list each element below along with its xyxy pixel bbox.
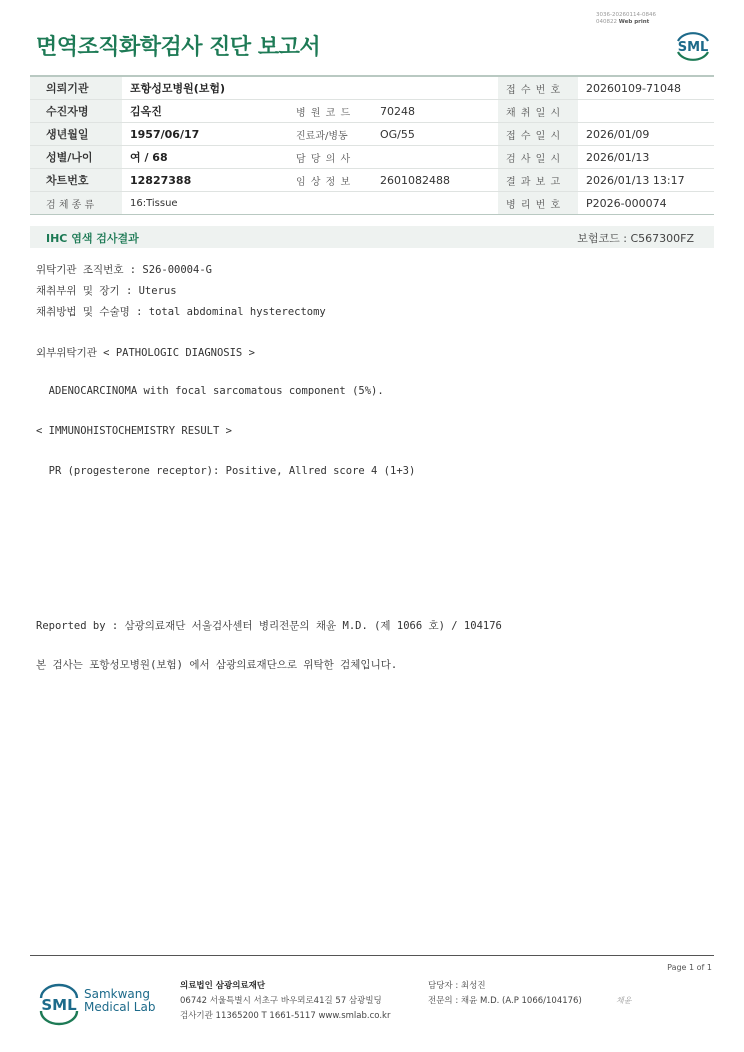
chart-no-value: 12827388: [122, 169, 288, 192]
result-section-title: IHC 염색 검사결과: [46, 232, 139, 245]
sex-age-label: 성별/나이: [30, 146, 122, 169]
logo-text: SML: [677, 40, 709, 55]
test-date-label: 검 사 일 시: [498, 146, 578, 169]
document-code-line2: [596, 19, 666, 26]
document-code-number: 040822: [596, 19, 617, 25]
page-number: Page 1 of 1: [667, 963, 712, 972]
manager-label: 담당자 :: [428, 981, 459, 991]
procedure-line: 채취방법 및 수술명 : total abdominal hysterectomy: [36, 306, 326, 318]
org-contact: 검사기관 11365200 T 1661-5117 www.smlab.co.kr: [180, 1011, 391, 1021]
chart-no-label: 차트번호: [30, 169, 122, 192]
hospital-code-label: 병 원 코 드: [288, 100, 372, 123]
web-print-label: Web print: [618, 19, 650, 25]
brand-line1: Samkwang: [84, 987, 150, 1001]
ihc-result-text: PR (progesterone receptor): Positive, Allred score 4 (1+3): [36, 465, 416, 477]
birth-label: 생년월일: [30, 123, 122, 146]
sml-logo-icon: [672, 27, 714, 63]
report-date-value: 2026/01/13 13:17: [578, 169, 714, 192]
receipt-no-value: 20260109-71048: [578, 76, 714, 100]
collection-site-line: 채취부위 및 장기 : Uterus: [36, 285, 177, 297]
brand-name: [84, 988, 155, 1014]
sml-footer-logo-icon: [36, 982, 82, 1026]
document-code: [596, 12, 666, 26]
brand-line2: Medical Lab: [84, 1000, 156, 1014]
receipt-date-label: 접 수 일 시: [498, 123, 578, 146]
requesting-org-value: 포항성모병원(보험): [122, 76, 498, 100]
specimen-label: 검 체 종 류: [30, 192, 122, 215]
ihc-heading: < IMMUNOHISTOCHEMISTRY RESULT >: [36, 425, 232, 437]
pathology-no-label: 병 리 번 호: [498, 192, 578, 215]
report-date-label: 결 과 보 고: [498, 169, 578, 192]
specialist-label: 전문의 :: [428, 996, 459, 1006]
info-row: [30, 169, 714, 192]
diagnosis-text: ADENOCARCINOMA with focal sarcomatous component (5%).: [36, 385, 384, 397]
specialist-name: 채윤 M.D. (A.P 1066/104176): [460, 996, 582, 1006]
info-row: [30, 100, 714, 123]
patient-name-value: 김옥진: [122, 100, 288, 123]
signature: 채윤: [616, 996, 632, 1005]
insurance-code: 보험코드 : C567300FZ: [577, 232, 694, 245]
receipt-date-value: 2026/01/09: [578, 123, 714, 146]
report-title: 면역조직화학검사 진단 보고서: [36, 35, 321, 60]
staff-info: [428, 979, 582, 1009]
info-row: [30, 146, 714, 169]
requesting-org-label: 의뢰기관: [30, 76, 122, 100]
manager-name: 최성진: [460, 981, 486, 991]
info-row: [30, 123, 714, 146]
footer-logo-text: SML: [41, 996, 77, 1014]
org-name: 의료법인 삼광의료재단: [180, 981, 266, 991]
collection-date-label: 채 취 일 시: [498, 100, 578, 123]
referral-note: 본 검사는 포항성모병원(보험) 에서 삼광의료재단으로 위탁한 검체입니다.: [36, 659, 398, 671]
dept-value: OG/55: [372, 123, 498, 146]
info-row: [30, 76, 714, 100]
collection-date-value: [578, 100, 714, 123]
footer-divider: [30, 955, 714, 956]
pathology-no-value: P2026-000074: [578, 192, 714, 215]
receipt-no-label: 접 수 번 호: [498, 76, 578, 100]
specimen-value: 16:Tissue: [122, 192, 498, 215]
org-address: 06742 서울특별시 서초구 바우뫼로41길 57 삼광빌딩: [180, 996, 382, 1006]
patient-name-label: 수진자명: [30, 100, 122, 123]
sex-age-value: 여 / 68: [122, 146, 288, 169]
reported-by-line: Reported by : 삼광의료재단 서울검사센터 병리전문의 채윤 M.D. (제 1066 호) / 104176: [36, 620, 502, 632]
dept-label: 진료과/병동: [288, 123, 372, 146]
clinical-info-label: 임 상 정 보: [288, 169, 372, 192]
hospital-code-value: 70248: [372, 100, 498, 123]
document-code-line1: 3036-20260114-0846: [596, 12, 656, 18]
birth-value: 1957/06/17: [122, 123, 288, 146]
patient-info-table: [30, 75, 714, 215]
test-date-value: 2026/01/13: [578, 146, 714, 169]
organization-info: [180, 979, 390, 1024]
info-row: [30, 192, 714, 215]
specimen-id-line: 위탁기관 조직번호 : S26-00004-G: [36, 264, 212, 276]
diagnosis-heading: 외부위탁기관 < PATHOLOGIC DIAGNOSIS >: [36, 347, 255, 359]
doctor-value: [372, 146, 498, 169]
doctor-label: 담 당 의 사: [288, 146, 372, 169]
clinical-info-value: 2601082488: [372, 169, 498, 192]
